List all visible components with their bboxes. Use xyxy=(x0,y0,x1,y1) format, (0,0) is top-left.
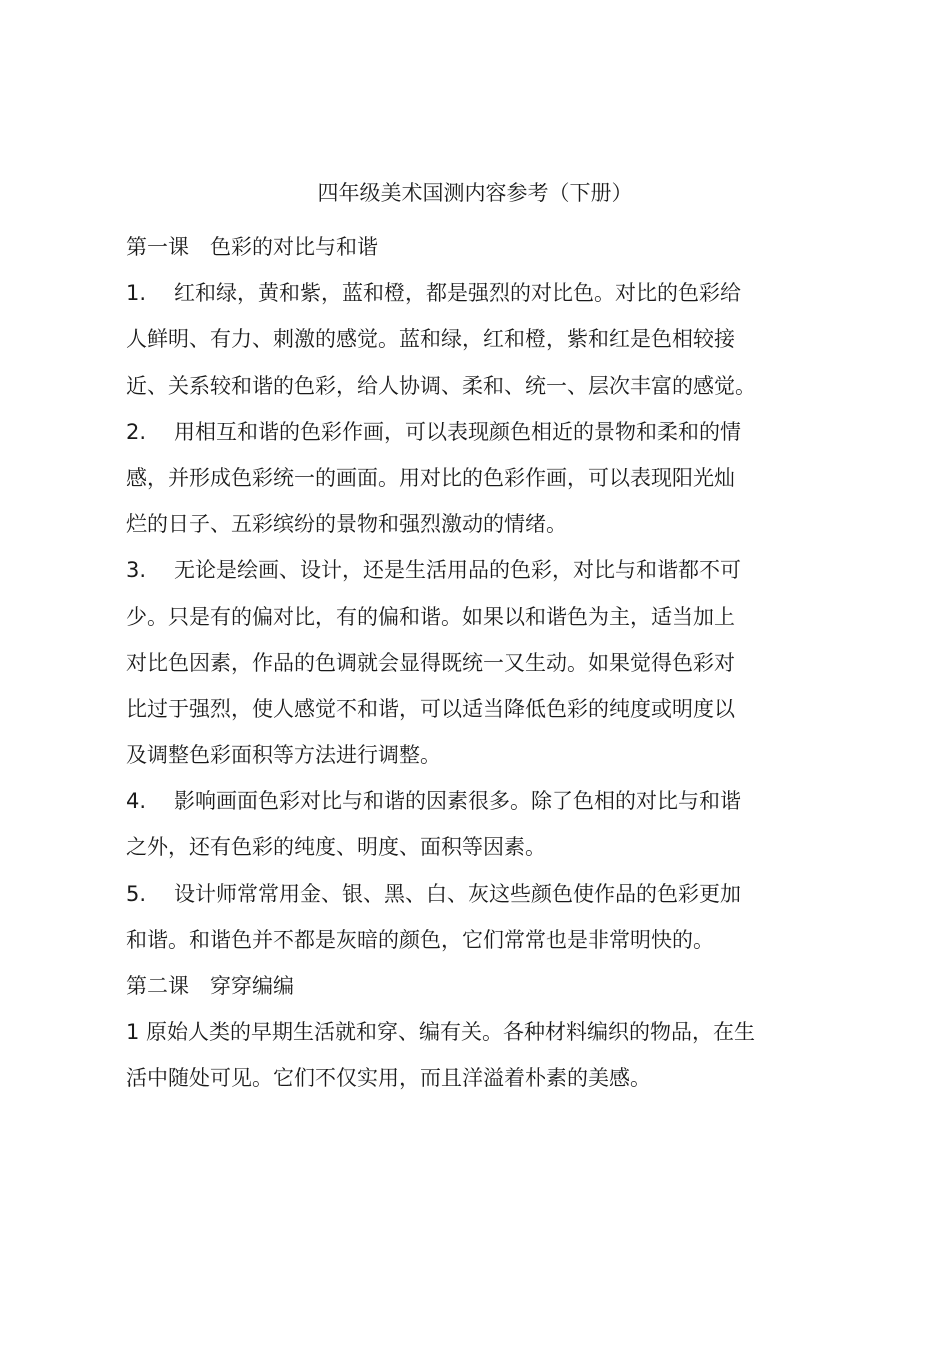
paragraph-line: 少。只是有的偏对比，有的偏和谐。如果以和谐色为主，适当加上 xyxy=(126,604,735,629)
paragraph-line xyxy=(126,409,786,455)
paragraph-line: 对比色因素，作品的色调就会显得既统一又生动。如果觉得色彩对 xyxy=(126,650,735,675)
item-number: 2. xyxy=(126,419,147,444)
lesson-name: 色彩的对比与和谐 xyxy=(210,235,378,259)
lesson-heading-1 xyxy=(126,224,786,270)
item-number: 4. xyxy=(126,789,147,814)
paragraph-line: 及调整色彩面积等方法进行调整。 xyxy=(126,743,441,768)
line-text: 用相互和谐的色彩作画，可以表现颜色相近的景物和柔和的情 xyxy=(174,419,741,444)
paragraph-line: 感，并形成色彩统一的画面。用对比的色彩作画，可以表现阳光灿 xyxy=(126,465,735,490)
line-text: 红和绿，黄和紫，蓝和橙，都是强烈的对比色。对比的色彩给 xyxy=(174,281,741,306)
paragraph-line: 活中随处可见。它们不仅实用，而且洋溢着朴素的美感。 xyxy=(126,1066,651,1091)
paragraph-line: 比过于强烈，使人感觉不和谐，可以适当降低色彩的纯度或明度以 xyxy=(126,696,735,721)
lesson-number: 第一课 xyxy=(126,235,189,259)
item-number: 5. xyxy=(126,881,147,906)
line-text: 影响画面色彩对比与和谐的因素很多。除了色相的对比与和谐 xyxy=(174,789,741,814)
paragraph-line: 烂的日子、五彩缤纷的景物和强烈激动的情绪。 xyxy=(126,512,567,537)
lesson-name: 穿穿编编 xyxy=(210,974,294,998)
document-body xyxy=(126,224,786,1102)
paragraph-line xyxy=(126,270,786,316)
lesson-number: 第二课 xyxy=(126,974,189,998)
paragraph-line: 人鲜明、有力、刺激的感觉。蓝和绿，红和橙，紫和红是色相较接 xyxy=(126,327,735,352)
paragraph-line xyxy=(126,778,786,824)
paragraph-line xyxy=(126,871,786,917)
lesson-heading-2 xyxy=(126,963,786,1009)
paragraph-line: 之外，还有色彩的纯度、明度、面积等因素。 xyxy=(126,835,546,860)
item-number: 3. xyxy=(126,558,147,583)
document-title: 四年级美术国测内容参考（下册） xyxy=(317,181,633,205)
paragraph-line xyxy=(126,547,786,593)
item-number: 1. xyxy=(126,281,147,306)
line-text: 设计师常常用金、银、黑、白、灰这些颜色使作品的色彩更加 xyxy=(174,881,741,906)
paragraph-line: 和谐。和谐色并不都是灰暗的颜色，它们常常也是非常明快的。 xyxy=(126,927,714,952)
paragraph-line: 1 原始人类的早期生活就和穿、编有关。各种材料编织的物品，在生 xyxy=(126,1020,756,1045)
line-text: 无论是绘画、设计，还是生活用品的色彩，对比与和谐都不可 xyxy=(174,558,741,583)
paragraph-line: 近、关系较和谐的色彩，给人协调、柔和、统一、层次丰富的感觉。 xyxy=(126,373,756,398)
